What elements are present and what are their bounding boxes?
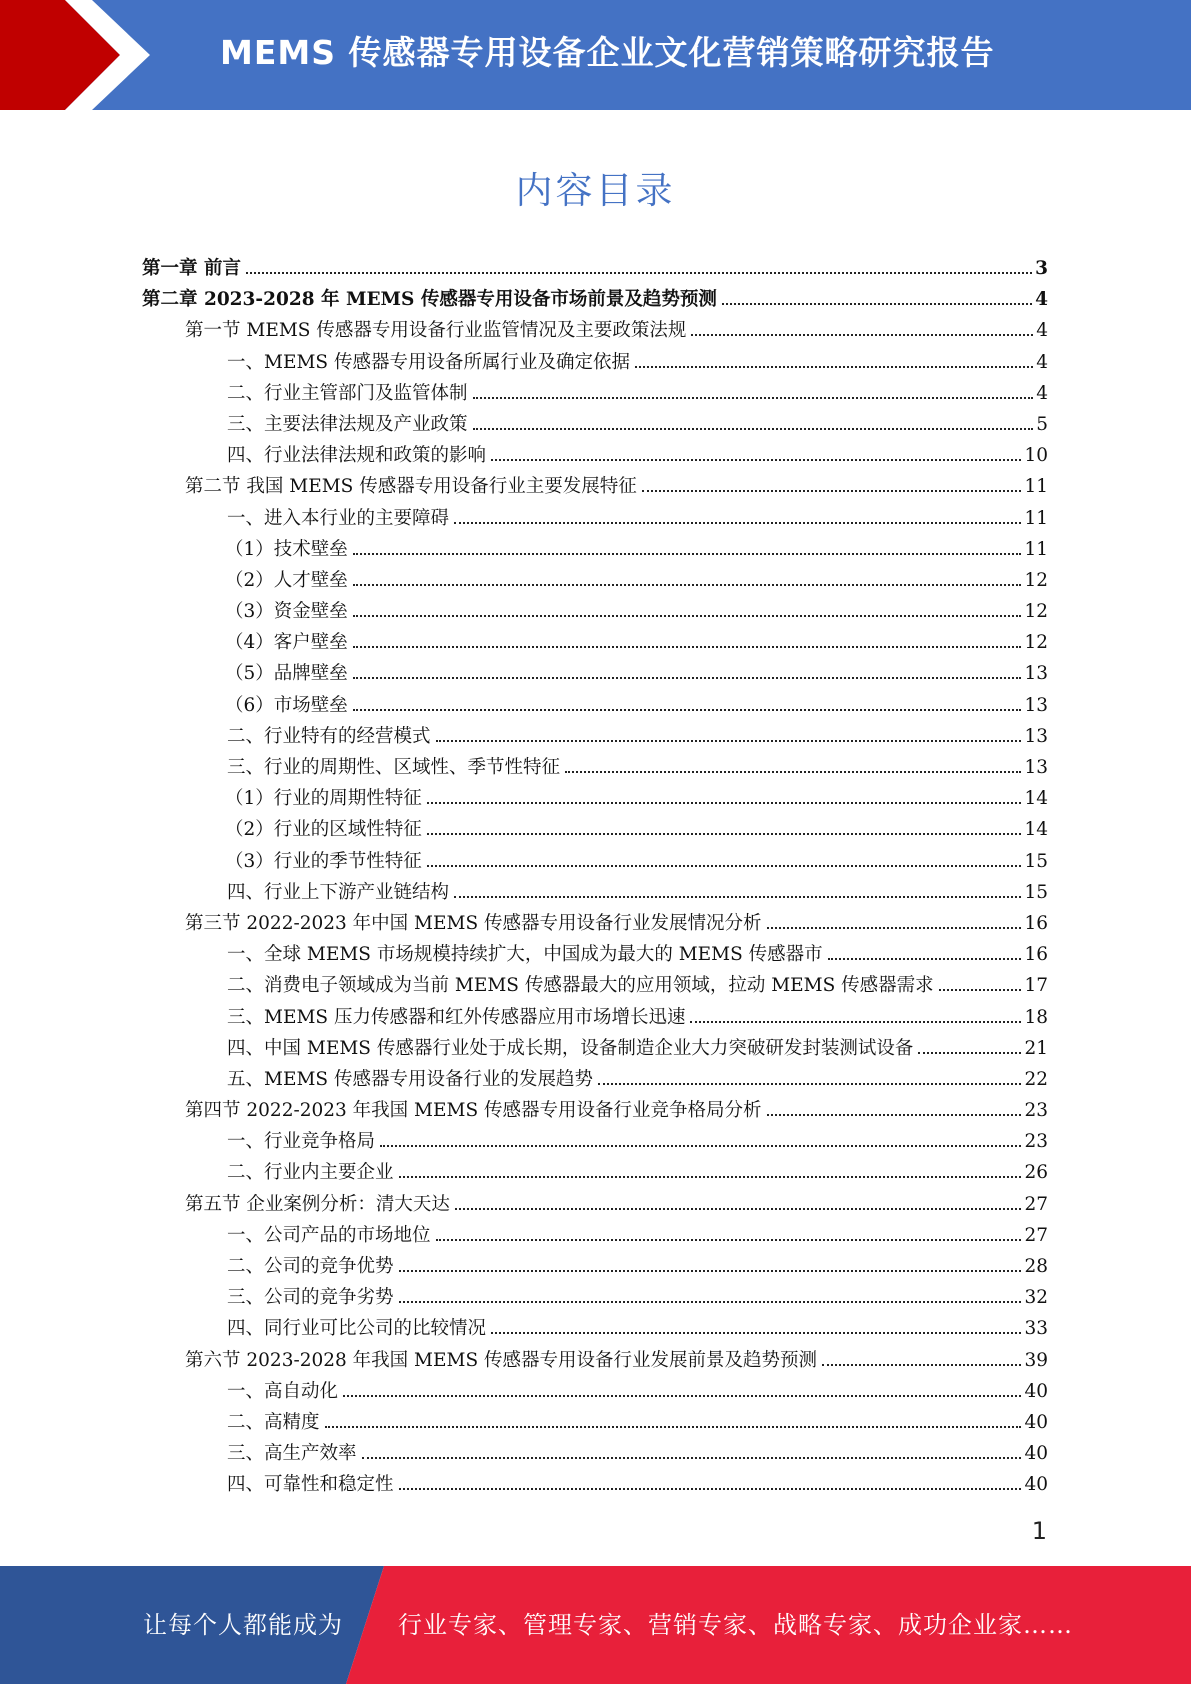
toc-entry-title: 第三节 2022-2023 年中国 MEMS 传感器专用设备行业发展情况分析 <box>185 912 762 934</box>
toc-entry[interactable] <box>142 846 1048 877</box>
toc-entry-page: 27 <box>1024 1193 1048 1215</box>
toc-entry[interactable] <box>142 1064 1048 1095</box>
toc-entry-page: 40 <box>1024 1443 1048 1465</box>
toc-entry[interactable] <box>142 1189 1048 1220</box>
toc-entry[interactable] <box>142 1376 1048 1407</box>
toc-dot-leader <box>635 360 1033 368</box>
toc-entry[interactable] <box>142 939 1048 970</box>
toc-dot-leader <box>353 547 1022 555</box>
toc-dot-leader <box>399 1170 1022 1178</box>
toc-entry[interactable] <box>142 503 1048 534</box>
toc-heading: 内容目录 <box>515 169 676 212</box>
toc-entry[interactable] <box>142 1157 1048 1188</box>
toc-entry[interactable] <box>142 814 1048 845</box>
toc-entry-title: 一、MEMS 传感器专用设备所属行业及确定依据 <box>227 351 630 373</box>
toc-entry-page: 15 <box>1024 881 1048 903</box>
toc-entry-title: 一、进入本行业的主要障碍 <box>227 507 450 529</box>
toc-entry-title: 第一节 MEMS 传感器专用设备行业监管情况及主要政策法规 <box>185 320 687 342</box>
toc-entry-title: （1）行业的周期性特征 <box>225 788 422 810</box>
toc-dot-leader <box>455 1202 1022 1210</box>
toc-entry-title: 一、公司产品的市场地位 <box>227 1224 431 1246</box>
toc-entry-title: （2）行业的区域性特征 <box>225 819 422 841</box>
toc-entry-title: 三、行业的周期性、区域性、季节性特征 <box>227 757 561 778</box>
toc-entry[interactable] <box>142 409 1048 440</box>
toc-dot-leader <box>427 859 1022 867</box>
toc-entry-title: 四、中国 MEMS 传感器行业处于成长期，设备制造企业大力突破研发封装测试设备 <box>227 1037 914 1059</box>
toc-entry-title: 第五节 企业案例分析：清大天达 <box>185 1193 450 1215</box>
toc-entry-page: 11 <box>1024 507 1048 529</box>
toc-entry[interactable] <box>142 1345 1048 1376</box>
toc-dot-leader <box>353 703 1022 711</box>
toc-dot-leader <box>690 1015 1021 1023</box>
toc-entry-title: 五、MEMS 传感器专用设备行业的发展趋势 <box>227 1068 593 1090</box>
toc-entry-title: 二、行业特有的经营模式 <box>227 725 431 747</box>
toc-entry-page: 12 <box>1024 601 1048 623</box>
toc-entry[interactable] <box>142 1126 1048 1157</box>
toc-dot-leader <box>822 1358 1021 1366</box>
toc-entry-page: 13 <box>1024 725 1048 747</box>
toc-entry-page: 26 <box>1024 1162 1048 1184</box>
toc-dot-leader <box>353 671 1022 679</box>
toc-entry-page: 23 <box>1024 1131 1048 1153</box>
toc-entry[interactable] <box>142 347 1048 378</box>
toc-dot-leader <box>454 890 1021 898</box>
toc-dot-leader <box>722 297 1032 305</box>
toc-entry-page: 17 <box>1024 975 1048 997</box>
toc-entry-title: （5）品牌壁垒 <box>225 663 348 685</box>
toc-dot-leader <box>353 640 1022 648</box>
toc-dot-leader <box>436 1233 1022 1241</box>
toc-entry-page: 27 <box>1024 1224 1048 1246</box>
toc-entry[interactable] <box>142 284 1048 315</box>
toc-dot-leader <box>353 578 1022 586</box>
footer-slogan-right: 行业专家、管理专家、营销专家、战略专家、成功企业家…… <box>398 1611 1073 1639</box>
toc-entry-page: 15 <box>1024 850 1048 872</box>
toc-entry-title: 第六节 2023-2028 年我国 MEMS 传感器专用设备行业发展前景及趋势预测 <box>185 1349 818 1371</box>
toc-entry-page: 39 <box>1024 1349 1048 1371</box>
toc-entry-page: 21 <box>1024 1037 1048 1059</box>
toc-dot-leader <box>828 952 1022 960</box>
toc-entry-page: 4 <box>1035 289 1048 311</box>
toc-entry-page: 16 <box>1024 912 1048 934</box>
toc-entry-page: 40 <box>1024 1474 1048 1496</box>
toc-entry[interactable] <box>142 471 1048 502</box>
toc-dot-leader <box>343 1389 1021 1397</box>
footer-slogan-left: 让每个人都能成为 <box>143 1611 343 1639</box>
toc-entry-page: 13 <box>1024 694 1048 716</box>
toc-entry-page: 32 <box>1024 1287 1048 1309</box>
toc-entry[interactable] <box>142 658 1048 689</box>
toc-entry-page: 12 <box>1024 569 1048 591</box>
toc-dot-leader <box>767 921 1022 929</box>
toc-entry[interactable] <box>142 690 1048 721</box>
toc-entry-page: 4 <box>1036 382 1048 404</box>
toc-entry[interactable] <box>142 1469 1048 1500</box>
toc-entry-page: 11 <box>1024 538 1048 560</box>
toc-dot-leader <box>767 1108 1022 1116</box>
toc-entry-title: （2）人才壁垒 <box>225 569 348 591</box>
page-number: 1 <box>1031 1517 1047 1545</box>
report-title: MEMS 传感器专用设备企业文化营销策略研究报告 <box>220 33 995 72</box>
toc-entry-page: 13 <box>1024 663 1048 685</box>
toc-dot-leader <box>325 1420 1022 1428</box>
toc-dot-leader <box>353 609 1022 617</box>
toc-entry-title: 第二章 2023-2028 年 MEMS 传感器专用设备市场前景及趋势预测 <box>142 289 717 311</box>
toc-entry[interactable] <box>142 1282 1048 1313</box>
toc-entry-title: 第四节 2022-2023 年我国 MEMS 传感器专用设备行业竞争格局分析 <box>185 1100 762 1122</box>
toc-entry-page: 40 <box>1024 1411 1048 1433</box>
toc-entry[interactable] <box>142 1033 1048 1064</box>
toc-entry-title: 四、可靠性和稳定性 <box>227 1474 394 1496</box>
toc-entry[interactable] <box>142 1407 1048 1438</box>
header-banner <box>0 0 1191 110</box>
toc-entry-page: 16 <box>1024 944 1048 966</box>
toc-entry[interactable] <box>142 1251 1048 1282</box>
toc-entry-title: 三、主要法律法规及产业政策 <box>227 413 468 435</box>
toc-entry-title: 三、公司的竞争劣势 <box>227 1287 394 1309</box>
toc-entry[interactable] <box>142 253 1048 284</box>
header-chevron-decoration <box>0 0 160 110</box>
toc-dot-leader <box>362 1451 1022 1459</box>
toc-entry-title: 第二节 我国 MEMS 传感器专用设备行业主要发展特征 <box>185 476 637 498</box>
toc-entry-title: 四、同行业可比公司的比较情况 <box>227 1318 487 1340</box>
toc-entry-page: 10 <box>1024 445 1048 467</box>
toc-entry-title: （6）市场壁垒 <box>225 694 348 716</box>
toc-entry[interactable] <box>142 378 1048 409</box>
toc-dot-leader <box>491 453 1021 461</box>
toc-entry-title: 一、行业竞争格局 <box>227 1131 376 1153</box>
toc-entry[interactable] <box>142 1095 1048 1126</box>
footer-banner <box>0 1566 1191 1684</box>
toc-entry-title: （1）技术壁垒 <box>225 538 348 560</box>
toc-dot-leader <box>380 1139 1021 1147</box>
toc-entry[interactable] <box>142 596 1048 627</box>
toc-entry[interactable] <box>142 315 1048 346</box>
toc-entry-title: 一、全球 MEMS 市场规模持续扩大，中国成为最大的 MEMS 传感器市 <box>227 944 823 966</box>
toc-entry-page: 22 <box>1024 1068 1048 1090</box>
toc-entry[interactable] <box>142 627 1048 658</box>
toc-dot-leader <box>436 734 1022 742</box>
toc-entry-title: （3）资金壁垒 <box>225 601 348 623</box>
toc-entry-title: （4）客户壁垒 <box>225 632 348 654</box>
toc-entry[interactable] <box>142 721 1048 752</box>
toc-entry-page: 40 <box>1024 1380 1048 1402</box>
toc-entry-page: 18 <box>1024 1006 1048 1028</box>
toc-entry-title: 三、高生产效率 <box>227 1443 357 1465</box>
toc-entry[interactable] <box>142 783 1048 814</box>
toc-entry-title: （3）行业的季节性特征 <box>225 850 422 872</box>
toc-dot-leader <box>427 796 1022 804</box>
toc-dot-leader <box>473 422 1034 430</box>
toc-entry-title: 二、行业主管部门及监管体制 <box>227 382 468 404</box>
toc-entry-title: 四、行业上下游产业链结构 <box>227 881 450 903</box>
toc-entry-title: 二、行业内主要企业 <box>227 1162 394 1184</box>
toc-entry-page: 13 <box>1024 757 1048 778</box>
toc-entry[interactable] <box>142 877 1048 908</box>
toc-entry-page: 12 <box>1024 632 1048 654</box>
toc-entry-page: 28 <box>1024 1256 1048 1277</box>
toc-dot-leader <box>246 266 1032 274</box>
toc-entry[interactable] <box>142 970 1048 1001</box>
toc-entry-page: 5 <box>1036 413 1048 435</box>
toc-entry[interactable] <box>142 534 1048 565</box>
toc-entry-title: 三、MEMS 压力传感器和红外传感器应用市场增长迅速 <box>227 1006 686 1028</box>
toc-entry-page: 33 <box>1024 1318 1048 1340</box>
table-of-contents <box>142 253 1048 1501</box>
toc-entry[interactable] <box>142 1002 1048 1033</box>
toc-entry-page: 4 <box>1036 351 1048 373</box>
toc-entry[interactable] <box>142 565 1048 596</box>
toc-dot-leader <box>598 1077 1022 1085</box>
toc-entry[interactable] <box>142 752 1048 783</box>
toc-entry-title: 二、消费电子领域成为当前 MEMS 传感器最大的应用领域，拉动 MEMS 传感器需求 <box>227 975 934 997</box>
toc-dot-leader <box>427 827 1022 835</box>
toc-entry-title: 二、高精度 <box>227 1411 320 1433</box>
toc-entry[interactable] <box>142 440 1048 471</box>
toc-entry-page: 23 <box>1024 1100 1048 1122</box>
toc-entry-title: 二、公司的竞争优势 <box>227 1256 394 1277</box>
toc-entry[interactable] <box>142 1438 1048 1469</box>
toc-dot-leader <box>939 983 1022 991</box>
toc-entry[interactable] <box>142 908 1048 939</box>
toc-dot-leader <box>399 1264 1022 1272</box>
toc-entry-title: 第一章 前言 <box>142 258 241 279</box>
toc-entry-page: 11 <box>1024 476 1048 498</box>
toc-dot-leader <box>399 1295 1022 1303</box>
toc-dot-leader <box>399 1482 1022 1490</box>
toc-entry[interactable] <box>142 1220 1048 1251</box>
toc-entry-page: 4 <box>1036 320 1048 342</box>
toc-entry-page: 3 <box>1035 258 1048 279</box>
toc-entry[interactable] <box>142 1313 1048 1344</box>
toc-entry-page: 14 <box>1024 819 1048 841</box>
toc-dot-leader <box>642 484 1022 492</box>
toc-entry-page: 14 <box>1024 788 1048 810</box>
toc-dot-leader <box>454 516 1021 524</box>
toc-entry-title: 一、高自动化 <box>227 1380 339 1402</box>
toc-dot-leader <box>565 765 1021 773</box>
toc-dot-leader <box>491 1326 1021 1334</box>
toc-dot-leader <box>691 328 1033 336</box>
toc-dot-leader <box>473 391 1034 399</box>
toc-dot-leader <box>918 1046 1021 1054</box>
toc-entry-title: 四、行业法律法规和政策的影响 <box>227 445 487 467</box>
